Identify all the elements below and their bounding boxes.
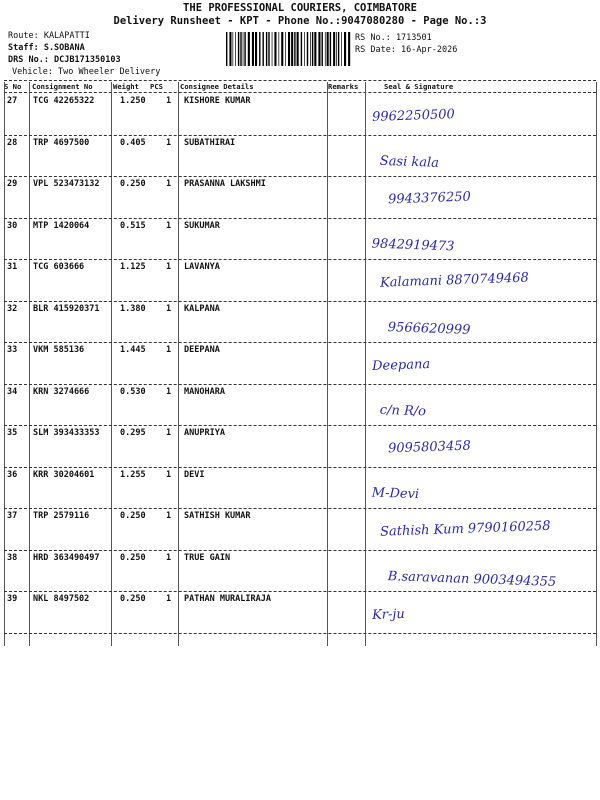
- row-consignee: LAVANYA: [184, 262, 220, 272]
- signature-scrawl: B.saravanan 9003494355: [387, 569, 557, 590]
- row-divider: [4, 176, 596, 177]
- row-consignment-no: TRP 2579116: [33, 511, 90, 521]
- row-pcs: 1: [166, 137, 172, 148]
- col-header-consignment: Consignment No: [32, 82, 93, 91]
- row-consignee: PATHAN MURALIRAJA: [184, 594, 271, 604]
- signature-scrawl: 9095803458: [387, 438, 472, 457]
- row-consignee: SUKUMAR: [184, 220, 220, 231]
- row-pcs: 1: [166, 552, 172, 563]
- row-weight: 0.250: [120, 511, 146, 521]
- row-divider: [4, 508, 596, 509]
- row-consignment-no: KRN 3274666: [33, 386, 90, 397]
- row-pcs: 1: [166, 262, 172, 272]
- row-consignee: TRUE GAIN: [184, 552, 231, 563]
- row-consignment-no: MTP 1420064: [33, 220, 90, 231]
- row-consignee: DEVI: [184, 469, 205, 480]
- row-divider: [4, 550, 596, 551]
- rs-number: RS No.: 1713501: [355, 33, 432, 43]
- row-consignment-no: KRR 30204601: [33, 469, 95, 480]
- col-divider: [178, 82, 179, 646]
- row-divider: [4, 425, 596, 426]
- table-header-rule: [4, 92, 596, 93]
- route-label: Route: KALAPATTI: [8, 31, 90, 41]
- signature-scrawl: 9943376250: [387, 189, 472, 208]
- row-consignment-no: TCG 42265322: [33, 96, 95, 106]
- row-sno: 39: [7, 594, 18, 604]
- row-sno: 29: [7, 179, 18, 189]
- col-header-pcs: PCS: [150, 82, 163, 91]
- row-pcs: 1: [166, 511, 172, 521]
- row-pcs: 1: [166, 179, 172, 189]
- drs-number: DRS No.: DCJB171350103: [8, 55, 121, 65]
- row-consignment-no: NKL 8497502: [33, 594, 90, 604]
- signature-scrawl: Sasi kala: [379, 153, 440, 171]
- row-weight: 1.125: [120, 262, 146, 272]
- company-name: THE PROFESSIONAL COURIERS, COIMBATORE: [183, 2, 417, 14]
- signature-scrawl: 9842919473: [371, 236, 455, 255]
- row-pcs: 1: [166, 594, 172, 604]
- col-divider: [327, 82, 328, 646]
- signature-scrawl: 9566620999: [387, 320, 471, 338]
- row-sno: 31: [7, 262, 18, 272]
- row-consignment-no: VPL 523473132: [33, 179, 100, 189]
- col-header-weight: Weight: [113, 82, 139, 91]
- signature-scrawl: Kr-ju: [371, 606, 406, 623]
- row-pcs: 1: [166, 345, 172, 355]
- col-divider: [596, 82, 597, 646]
- col-divider: [4, 82, 5, 646]
- row-weight: 1.255: [120, 469, 146, 480]
- row-consignee: SUBATHIRAI: [184, 137, 236, 148]
- row-sno: 28: [7, 137, 18, 148]
- rs-date: RS Date: 16-Apr-2026: [355, 45, 458, 55]
- row-divider: [4, 301, 596, 302]
- row-divider: [4, 342, 596, 343]
- row-sno: 38: [7, 552, 18, 563]
- staff-label: Staff: S.SOBANA: [8, 43, 85, 53]
- col-header-remarks: Remarks: [328, 82, 359, 91]
- row-sno: 35: [7, 428, 18, 438]
- row-divider: [4, 633, 596, 634]
- signature-scrawl: c/n R/o: [379, 402, 427, 420]
- row-sno: 30: [7, 220, 18, 231]
- row-weight: 0.250: [120, 552, 146, 563]
- col-divider: [111, 82, 112, 646]
- row-consignment-no: SLM 393433353: [33, 428, 100, 438]
- row-divider: [4, 218, 596, 219]
- signature-scrawl: M-Devi: [371, 485, 420, 503]
- row-consignee: KISHORE KUMAR: [184, 96, 251, 106]
- row-consignment-no: TCG 603666: [33, 262, 85, 272]
- row-sno: 32: [7, 303, 18, 314]
- row-consignee: PRASANNA LAKSHMI: [184, 179, 266, 189]
- signature-scrawl: 9962250500: [371, 107, 456, 125]
- row-weight: 0.250: [120, 594, 146, 604]
- row-weight: 0.405: [120, 137, 146, 148]
- col-header-consignee: Consignee Details: [180, 82, 254, 91]
- table-top-rule: [4, 80, 596, 81]
- row-divider: [4, 467, 596, 468]
- row-divider: [4, 384, 596, 385]
- row-pcs: 1: [166, 428, 172, 438]
- row-pcs: 1: [166, 96, 172, 106]
- signature-scrawl: Deepana: [371, 356, 431, 374]
- col-header-sno: S No: [4, 82, 22, 91]
- row-weight: 0.530: [120, 386, 146, 397]
- row-consignee: SATHISH KUMAR: [184, 511, 251, 521]
- row-weight: 1.380: [120, 303, 146, 314]
- row-divider: [4, 591, 596, 592]
- row-divider: [4, 135, 596, 136]
- signature-scrawl: Kalamani 8870749468: [379, 270, 530, 291]
- row-weight: 1.445: [120, 345, 146, 355]
- row-consignment-no: BLR 415920371: [33, 303, 100, 314]
- row-weight: 0.295: [120, 428, 146, 438]
- row-sno: 34: [7, 386, 18, 397]
- col-header-seal: Seal & Signature: [384, 82, 454, 91]
- row-sno: 37: [7, 511, 18, 521]
- barcode: [226, 32, 352, 66]
- row-weight: 0.515: [120, 220, 146, 231]
- row-pcs: 1: [166, 469, 172, 480]
- row-consignee: KALPANA: [184, 303, 220, 314]
- row-pcs: 1: [166, 220, 172, 231]
- col-divider: [365, 82, 366, 646]
- row-consignee: MANOHARA: [184, 386, 225, 397]
- row-consignee: ANUPRIYA: [184, 428, 225, 438]
- row-weight: 0.250: [120, 179, 146, 189]
- col-divider: [29, 82, 30, 646]
- row-pcs: 1: [166, 303, 172, 314]
- row-sno: 27: [7, 96, 18, 106]
- row-consignment-no: TRP 4697500: [33, 137, 90, 148]
- row-consignee: DEEPANA: [184, 345, 220, 355]
- row-weight: 1.250: [120, 96, 146, 106]
- row-pcs: 1: [166, 386, 172, 397]
- row-consignment-no: HRD 363490497: [33, 552, 100, 563]
- row-divider: [4, 259, 596, 260]
- row-sno: 33: [7, 345, 18, 355]
- row-sno: 36: [7, 469, 18, 480]
- row-consignment-no: VKM 585136: [33, 345, 85, 355]
- vehicle-label: Vehicle: Two Wheeler Delivery: [12, 67, 161, 77]
- runsheet-title: Delivery Runsheet - KPT - Phone No.:9047080280 - Page No.:3: [113, 15, 487, 27]
- signature-scrawl: Sathish Kum 9790160258: [379, 518, 551, 540]
